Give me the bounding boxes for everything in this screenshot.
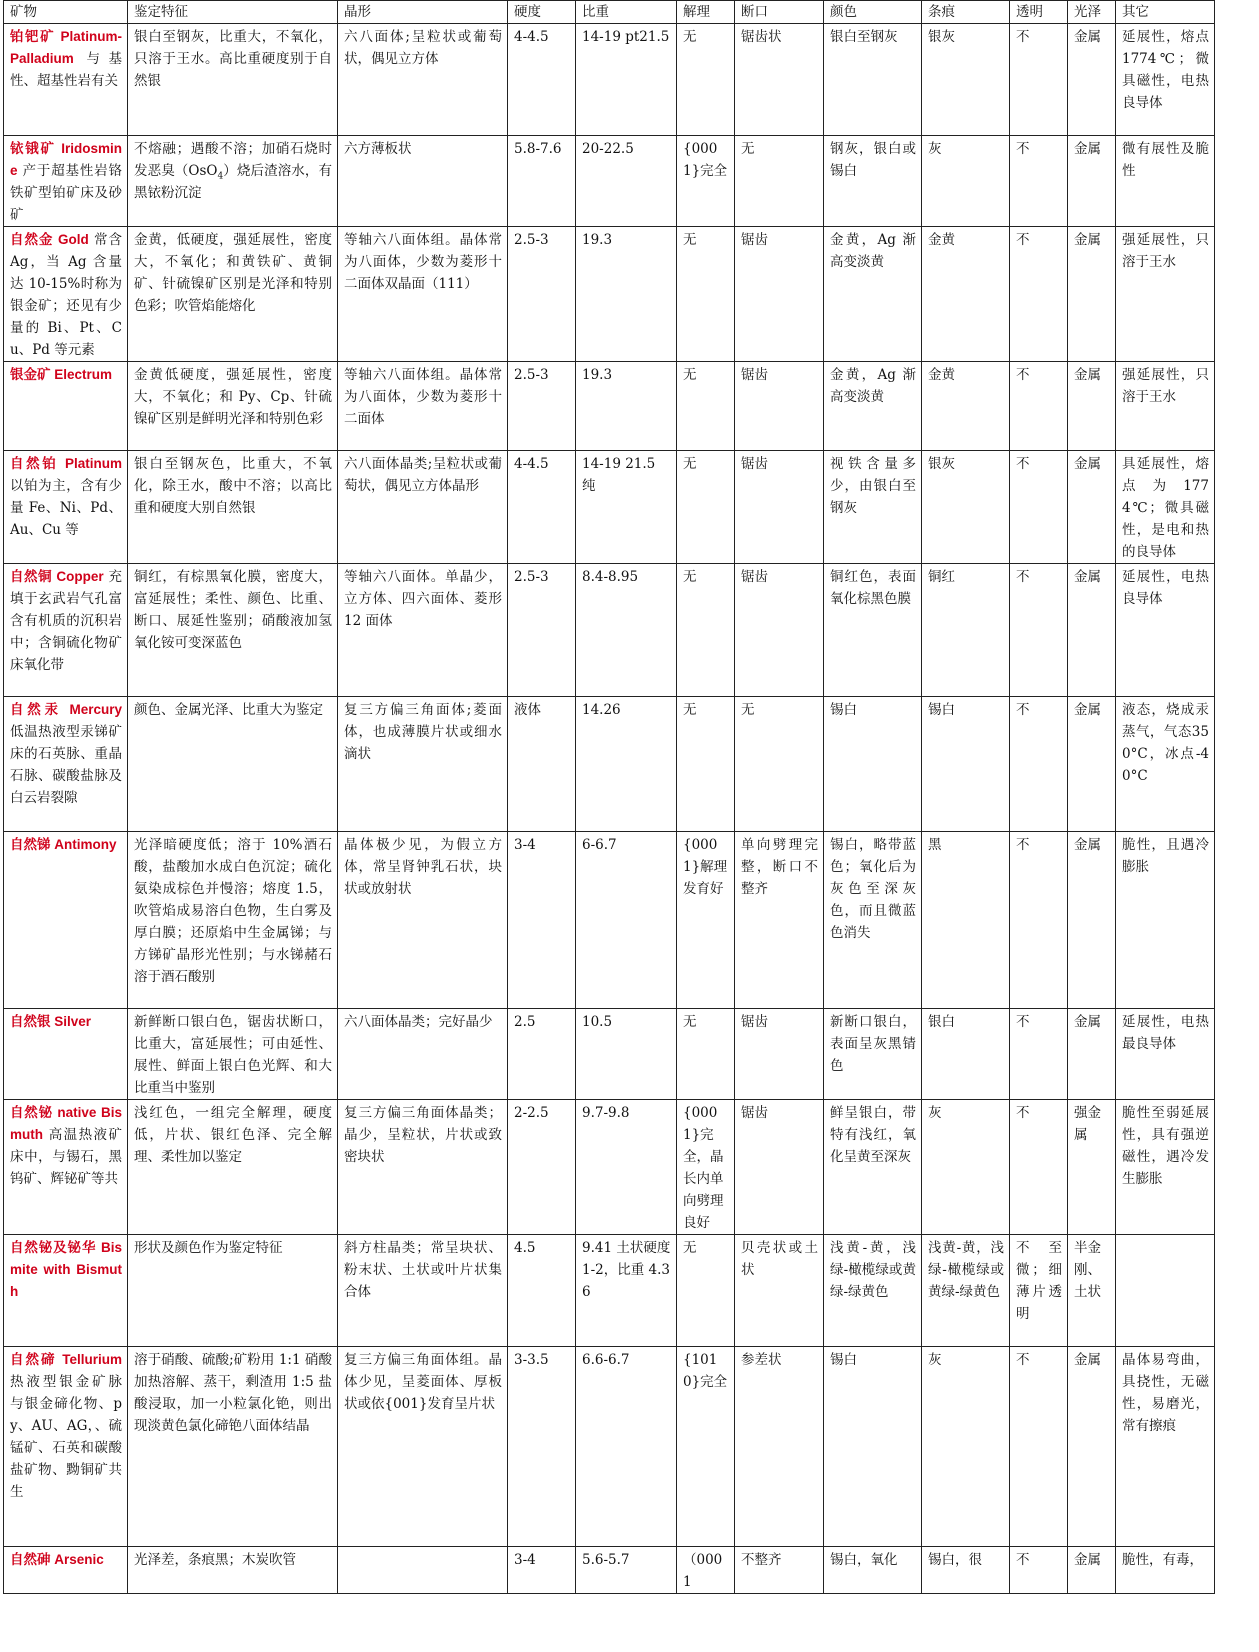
streak-cell: 灰 [922,1347,1010,1547]
mineral-note: 与基性、超基性岩有关 [10,51,123,89]
crystal-cell: 等轴六八面体组。晶体常为八面体，少数为菱形十二面体 [338,362,508,451]
hardness-cell: 3-3.5 [508,1347,576,1547]
features-cell: 溶于硝酸、硫酸;矿粉用 1:1 硝酸加热溶解、蒸干，剩渣用 1:5 盐酸浸取，加一小粒氯化铯，则出现淡黄色氯化碲铯八面体结晶 [128,1347,338,1547]
header-luster: 光泽 [1068,1,1116,24]
mineral-name: 自然铋及铋华 Bismite with Bismuth [10,1240,122,1299]
cleavage-cell: 无 [677,1009,735,1100]
mineral-note: 热液型银金矿脉 与银金碲化物、py、AU、AG，、硫锰矿、石英和碳酸盐矿物、黝铜矿共生 [10,1374,122,1500]
color-cell: 银白至钢灰 [824,24,922,136]
luster-cell: 金属 [1068,1547,1116,1594]
transparency-cell: 不 [1010,227,1068,362]
gravity-cell: 19.3 [576,362,677,451]
gravity-cell: 9.41 土状硬度 1-2，比重 4.36 [576,1235,677,1347]
cleavage-cell: 无 [677,451,735,564]
luster-cell: 强金属 [1068,1100,1116,1235]
header-features: 鉴定特征 [128,1,338,24]
table-row [4,1547,1215,1594]
table-row [4,227,1215,362]
mineral-note: 低温热液型汞锑矿床的石英脉、重晶石脉、碳酸盐脉及白云岩裂隙 [10,724,122,806]
transparency-cell: 不 [1010,24,1068,136]
streak-cell: 金黄 [922,362,1010,451]
features-cell: 铜红，有棕黑氧化膜，密度大，富延展性；柔性、颜色、比重、断口、展延性鉴别；硝酸液加氢氧化铵可变深蓝色 [128,564,338,697]
mineral-name: 自然铂 Platinum [10,456,122,471]
features-cell: 形状及颜色作为鉴定特征 [128,1235,338,1347]
mineral-cell [4,1547,128,1594]
header-mineral: 矿物 [4,1,128,24]
crystal-cell: 复三方偏三角面体组。晶体少见，呈菱面体、厚板状或依{001}发育呈片状 [338,1347,508,1547]
fracture-cell: 不整齐 [735,1547,824,1594]
hardness-cell: 5.8-7.6 [508,136,576,227]
mineral-cell [4,24,128,136]
cleavage-cell: 无 [677,24,735,136]
header-transparency: 透明 [1010,1,1068,24]
mineral-cell [4,1100,128,1235]
other-cell: 微有展性及脆性 [1116,136,1215,227]
gravity-cell: 6-6.7 [576,832,677,1009]
fracture-cell: 锯齿 [735,227,824,362]
crystal-cell: 六八面体;呈粒状或葡萄状，偶见立方体 [338,24,508,136]
fracture-cell: 锯齿 [735,1100,824,1235]
header-cleavage: 解理 [677,1,735,24]
cleavage-cell: 无 [677,362,735,451]
mineral-cell [4,1235,128,1347]
features-cell: 银白至钢灰色，比重大，不氧化，除王水，酸中不溶；以高比重和硬度大别自然银 [128,451,338,564]
mineral-cell [4,564,128,697]
transparency-cell: 不 [1010,362,1068,451]
features-cell: 新鲜断口银白色，锯齿状断口，比重大，富延展性；可由延性、展性、鲜面上银白色光辉、和大比重当中鉴别 [128,1009,338,1100]
color-cell: 锡白 [824,697,922,832]
cleavage-cell: 无 [677,227,735,362]
streak-cell: 锡白 [922,697,1010,832]
other-cell: 延展性，熔点1774℃；微具磁性，电热良导体 [1116,24,1215,136]
gravity-cell: 5.6-5.7 [576,1547,677,1594]
cleavage-cell: （0001 [677,1547,735,1594]
hardness-cell: 3-4 [508,1547,576,1594]
streak-cell: 灰 [922,136,1010,227]
mineral-cell [4,832,128,1009]
fracture-cell: 锯齿 [735,1009,824,1100]
transparency-cell: 不 [1010,1347,1068,1547]
mineral-name: 铂钯矿 Platinum-Palladium [10,29,122,66]
color-cell: 锡白 [824,1347,922,1547]
fracture-cell: 单向劈理完整，断口不整齐 [735,832,824,1009]
other-cell: 液态，烧成汞蒸气，气态350°C，冰点-40°C [1116,697,1215,832]
table-row [4,1100,1215,1235]
features-cell: 金黄，低硬度，强延展性，密度大，不氧化；和黄铁矿、黄铜矿、针硫镍矿区别是光泽和特别色彩；吹管焰能熔化 [128,227,338,362]
header-row [4,1,1215,24]
mineral-name: 自然铋 native Bismuth [10,1105,122,1142]
mineral-cell [4,136,128,227]
fracture-cell: 无 [735,697,824,832]
color-cell: 浅黄-黄，浅绿-橄榄绿或黄绿-绿黄色 [824,1235,922,1347]
cleavage-cell: 无 [677,1235,735,1347]
cleavage-cell: 无 [677,564,735,697]
mineral-cell [4,451,128,564]
color-cell: 钢灰，银白或锡白 [824,136,922,227]
mineral-note: 充填于玄武岩气孔富含有机质的沉积岩中；含铜硫化物矿床氧化带 [10,569,122,673]
mineral-note: 以铂为主，含有少量 Fe、Ni、Pd、Au、Cu 等 [10,478,122,538]
color-cell: 鲜呈银白，带特有浅红，氧化呈黄至深灰 [824,1100,922,1235]
fracture-cell: 无 [735,136,824,227]
other-cell: 延展性，电热最良导体 [1116,1009,1215,1100]
hardness-cell: 液体 [508,697,576,832]
streak-cell: 金黄 [922,227,1010,362]
streak-cell: 铜红 [922,564,1010,697]
other-cell: 延展性，电热良导体 [1116,564,1215,697]
other-cell: 晶体易弯曲，具挠性，无磁性，易磨光，常有擦痕 [1116,1347,1215,1547]
hardness-cell: 2.5-3 [508,564,576,697]
crystal-cell: 复三方偏三角面体;菱面体，也成薄膜片状或细水滴状 [338,697,508,832]
other-cell: 强延展性，只溶于王水 [1116,227,1215,362]
table-row [4,1347,1215,1547]
table-row [4,1235,1215,1347]
header-fracture: 断口 [735,1,824,24]
fracture-cell: 贝壳状或土状 [735,1235,824,1347]
crystal-cell: 等轴六八面体组。晶体常为八面体，少数为菱形十二面体双晶面（111） [338,227,508,362]
header-hardness: 硬度 [508,1,576,24]
gravity-cell: 14-19 21.5 纯 [576,451,677,564]
hardness-cell: 4-4.5 [508,451,576,564]
crystal-cell: 六方薄板状 [338,136,508,227]
streak-cell: 浅黄-黄，浅绿-橄榄绿或黄绿-绿黄色 [922,1235,1010,1347]
luster-cell: 金属 [1068,24,1116,136]
crystal-cell [338,1547,508,1594]
gravity-cell: 9.7-9.8 [576,1100,677,1235]
table-row [4,697,1215,832]
streak-cell: 黑 [922,832,1010,1009]
transparency-cell: 不 [1010,1009,1068,1100]
other-cell: 脆性，有毒， [1116,1547,1215,1594]
header-crystal: 晶形 [338,1,508,24]
luster-cell: 金属 [1068,451,1116,564]
table-row [4,24,1215,136]
transparency-cell: 不 [1010,451,1068,564]
transparency-cell: 不 [1010,697,1068,832]
header-gravity: 比重 [576,1,677,24]
minerals-table [3,0,1215,1594]
transparency-cell: 不 [1010,564,1068,697]
other-cell: 强延展性，只溶于王水 [1116,362,1215,451]
luster-cell: 金属 [1068,564,1116,697]
header-streak: 条痕 [922,1,1010,24]
features-cell: 光泽差，条痕黑；木炭吹管 [128,1547,338,1594]
hardness-cell: 2.5-3 [508,227,576,362]
cleavage-cell: {1010}完全 [677,1347,735,1547]
luster-cell: 半金刚、土状 [1068,1235,1116,1347]
crystal-cell: 斜方柱晶类；常呈块状、粉末状、土状或叶片状集合体 [338,1235,508,1347]
luster-cell: 金属 [1068,227,1116,362]
hardness-cell: 4-4.5 [508,24,576,136]
features-cell: 光泽暗硬度低；溶于 10%酒石酸，盐酸加水成白色沉淀；硫化氨染成棕色并慢溶；熔度 1.5，吹管焰成易溶白色物，生白雾及厚白膜；还原焰中生金属锑；与方锑矿晶形光性别；与水锑赭石溶于酒石酸别 [128,832,338,1009]
luster-cell: 金属 [1068,697,1116,832]
gravity-cell: 14-19 pt21.5 [576,24,677,136]
streak-cell: 锡白，很 [922,1547,1010,1594]
gravity-cell: 20-22.5 [576,136,677,227]
hardness-cell: 4.5 [508,1235,576,1347]
cleavage-cell: {0001}完全，晶长内单向劈理良好 [677,1100,735,1235]
color-cell: 金黄，Ag 渐高变淡黄 [824,227,922,362]
mineral-name: 自然碲 Tellurium [10,1352,122,1367]
transparency-cell: 不 [1010,1100,1068,1235]
crystal-cell: 复三方偏三角面体晶类；晶少，呈粒状，片状或致密块状 [338,1100,508,1235]
transparency-cell: 不 [1010,136,1068,227]
features-cell: 浅红色，一组完全解理，硬度低，片状、银红色泽、完全解理、柔性加以鉴定 [128,1100,338,1235]
table-row [4,362,1215,451]
features-cell: 金黄低硬度，强延展性，密度大，不氧化；和 Py、Cp、针硫镍矿区别是鲜明光泽和特别色彩 [128,362,338,451]
streak-cell: 银灰 [922,451,1010,564]
other-cell: 脆性至弱延展性，具有强逆磁性，遇冷发生膨胀 [1116,1100,1215,1235]
fracture-cell: 锯齿 [735,362,824,451]
features-cell: 不熔融；遇酸不溶；加硝石烧时发恶臭（OsO$_4$）烧后渣溶水，有黑铱粉沉淀 [128,136,338,227]
features-cell: 银白至钢灰，比重大，不氧化，只溶于王水。高比重硬度别于自然银 [128,24,338,136]
hardness-cell: 2.5 [508,1009,576,1100]
other-cell: 具延展性，熔点为1774℃；微具磁性，是电和热的良导体 [1116,451,1215,564]
crystal-cell: 六八面体晶类;呈粒状或葡萄状，偶见立方体晶形 [338,451,508,564]
table-row [4,1009,1215,1100]
fracture-cell: 参差状 [735,1347,824,1547]
mineral-name: 自然铜 Copper [10,569,104,584]
luster-cell: 金属 [1068,832,1116,1009]
hardness-cell: 2.5-3 [508,362,576,451]
gravity-cell: 8.4-8.95 [576,564,677,697]
transparency-cell: 不 [1010,832,1068,1009]
other-cell: 脆性，且遇冷膨胀 [1116,832,1215,1009]
hardness-cell: 2-2.5 [508,1100,576,1235]
mineral-name: 银金矿 Electrum [10,367,113,382]
luster-cell: 金属 [1068,136,1116,227]
mineral-cell [4,362,128,451]
transparency-cell: 不至微；细薄片透明 [1010,1235,1068,1347]
header-color: 颜色 [824,1,922,24]
mineral-name: 自然锑 Antimony [10,837,117,852]
crystal-cell: 等轴六八面体。单晶少，立方体、四六面体、菱形 12 面体 [338,564,508,697]
mineral-cell [4,227,128,362]
color-cell: 锡白，氧化 [824,1547,922,1594]
mineral-name: 自然砷 Arsenic [10,1552,104,1567]
color-cell: 金黄，Ag 渐高变淡黄 [824,362,922,451]
gravity-cell: 14.26 [576,697,677,832]
streak-cell: 灰 [922,1100,1010,1235]
gravity-cell: 10.5 [576,1009,677,1100]
luster-cell: 金属 [1068,1347,1116,1547]
color-cell: 新断口银白，表面呈灰黑锖色 [824,1009,922,1100]
fracture-cell: 锯齿状 [735,24,824,136]
mineral-name: 自然汞 Mercury [10,702,122,717]
mineral-name: 自然金 Gold [10,232,89,247]
header-other: 其它 [1116,1,1215,24]
mineral-note: 常含 Ag，当 Ag 含量达 10-15%时称为银金矿；还见有少量的 Bi、Pt、Cu、Pd 等元素 [10,232,122,358]
fracture-cell: 锯齿 [735,451,824,564]
mineral-note: 产于超基性岩铬铁矿型铂矿床及砂矿 [10,163,122,223]
color-cell: 锡白，略带蓝色；氧化后为灰色至深灰色，而且微蓝色消失 [824,832,922,1009]
luster-cell: 金属 [1068,362,1116,451]
table-row [4,451,1215,564]
cleavage-cell: 无 [677,697,735,832]
cleavage-cell: {0001}解理发育好 [677,832,735,1009]
fracture-cell: 锯齿 [735,564,824,697]
features-cell: 颜色、金属光泽、比重大为鉴定 [128,697,338,832]
cleavage-cell: {0001}完全 [677,136,735,227]
gravity-cell: 19.3 [576,227,677,362]
color-cell: 铜红色，表面氧化棕黑色膜 [824,564,922,697]
table-row [4,564,1215,697]
crystal-cell: 晶体极少见，为假立方体，常呈肾钟乳石状，块状或放射状 [338,832,508,1009]
table-row [4,136,1215,227]
mineral-note: 高温热液矿床中，与锡石，黑钨矿、辉铋矿等共 [10,1127,122,1187]
mineral-name: 自然银 Silver [10,1014,92,1029]
transparency-cell: 不 [1010,1547,1068,1594]
color-cell: 视铁含量多少，由银白至钢灰 [824,451,922,564]
streak-cell: 银灰 [922,24,1010,136]
mineral-cell [4,1009,128,1100]
mineral-cell [4,697,128,832]
luster-cell: 金属 [1068,1009,1116,1100]
gravity-cell: 6.6-6.7 [576,1347,677,1547]
other-cell [1116,1235,1215,1347]
hardness-cell: 3-4 [508,832,576,1009]
streak-cell: 银白 [922,1009,1010,1100]
mineral-name: 铱锇矿 Iridosmine [10,141,122,178]
crystal-cell: 六八面体晶类；完好晶少 [338,1009,508,1100]
table-row [4,832,1215,1009]
mineral-cell [4,1347,128,1547]
